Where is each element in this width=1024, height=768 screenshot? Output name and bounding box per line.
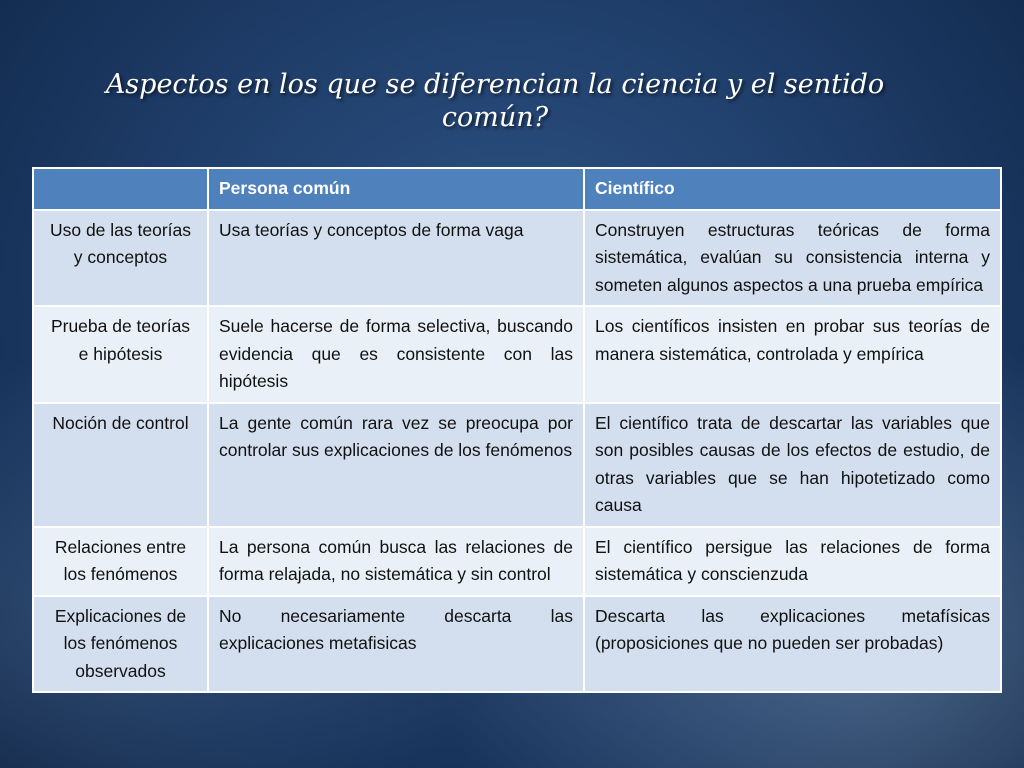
header-persona-comun: Persona común [208, 168, 584, 210]
table-header-row [33, 168, 1001, 210]
table-row [33, 527, 1001, 596]
row-cientifico: Descarta las explicaciones metafísicas (proposiciones que no pueden ser probadas) [584, 596, 1001, 693]
row-cientifico: El científico trata de descartar las variables que son posibles causas de los efectos de estudio, de otras variables que se han hipotetizado como causa [584, 403, 1001, 527]
row-persona: La gente común rara vez se preocupa por controlar sus explicaciones de los fenómenos [208, 403, 584, 527]
table-row [33, 403, 1001, 527]
comparison-table [32, 167, 1002, 693]
row-cientifico: Construyen estructuras teóricas de forma sistemática, evalúan su consistencia interna y someten algunos aspectos a una prueba empírica [584, 210, 1001, 307]
row-aspect: Explicaciones de los fenómenos observados [33, 596, 208, 693]
header-cientifico: Científico [584, 168, 1001, 210]
table-row [33, 210, 1001, 307]
row-persona: Suele hacerse de forma selectiva, buscando evidencia que es consistente con las hipótesis [208, 306, 584, 403]
table-row [33, 306, 1001, 403]
slide-title: Aspectos en los que se diferencian la ciencia y el sentido común? [105, 69, 885, 133]
table-row [33, 596, 1001, 693]
row-aspect: Noción de control [33, 403, 208, 527]
row-aspect: Uso de las teorías y conceptos [33, 210, 208, 307]
row-cientifico: El científico persigue las relaciones de forma sistemática y conscienzuda [584, 527, 1001, 596]
row-persona: No necesariamente descarta las explicaciones metafisicas [208, 596, 584, 693]
row-persona: La persona común busca las relaciones de forma relajada, no sistemática y sin control [208, 527, 584, 596]
row-aspect: Relaciones entre los fenómenos [33, 527, 208, 596]
row-persona: Usa teorías y conceptos de forma vaga [208, 210, 584, 307]
row-cientifico: Los científicos insisten en probar sus teorías de manera sistemática, controlada y empírica [584, 306, 1001, 403]
row-aspect: Prueba de teorías e hipótesis [33, 306, 208, 403]
header-aspect [33, 168, 208, 210]
